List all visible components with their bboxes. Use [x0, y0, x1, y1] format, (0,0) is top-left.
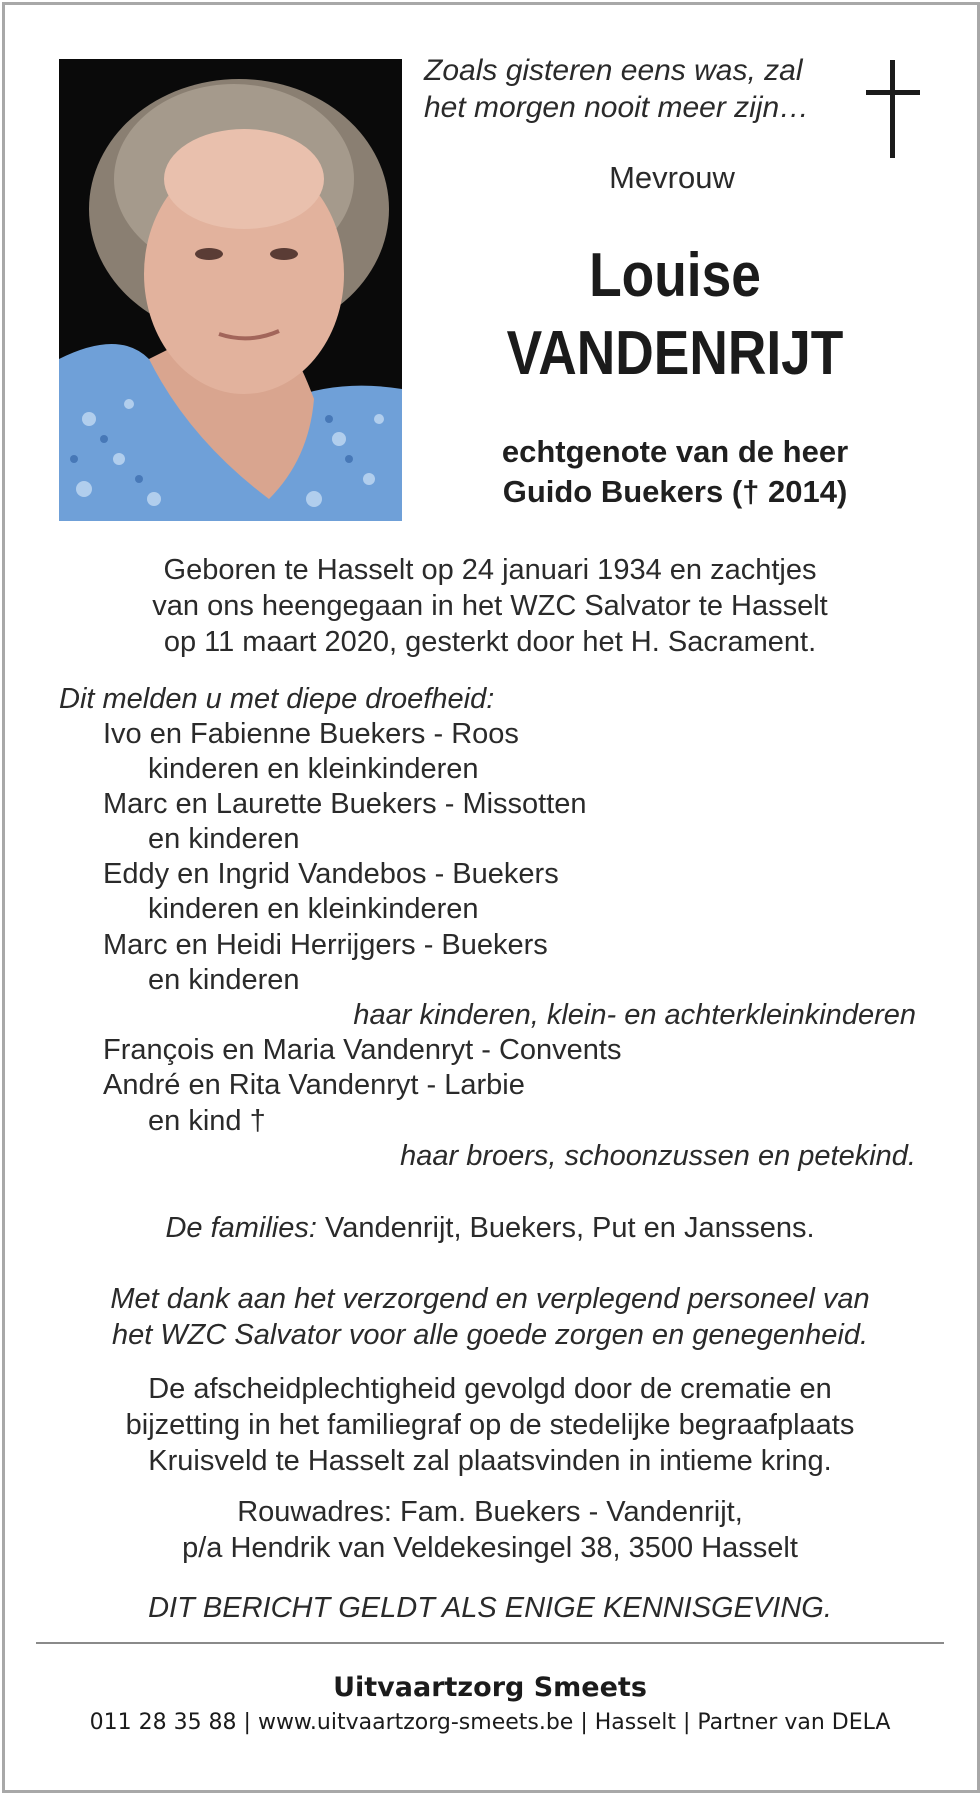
motto-quote: [424, 52, 844, 126]
text-line: p/a Hendrik van Veldekesingel 38, 3500 Hasselt: [182, 1532, 798, 1564]
mourner-sub: kinderen en kleinkinderen: [148, 753, 479, 785]
mourner-sub: en kinderen: [148, 964, 300, 996]
mourner-name: Eddy en Ingrid Vandebos - Buekers: [103, 858, 559, 890]
mourner-name: Ivo en Fabienne Buekers - Roos: [103, 718, 519, 750]
mourner-name: Marc en Laurette Buekers - Missotten: [103, 788, 587, 820]
families-line: [60, 1210, 920, 1246]
mourners-intro: Dit melden u met diepe droefheid:: [59, 683, 495, 715]
portrait-photo: [59, 59, 402, 521]
text-line: bijzetting in het familiegraf op de stedelijke begraafplaats: [125, 1409, 855, 1441]
text-line: van ons heengegaan in het WZC Salvator te Hasselt: [152, 590, 828, 622]
mourner-name: François en Maria Vandenryt - Convents: [103, 1034, 622, 1066]
mourner-name: André en Rita Vandenryt - Larbie: [103, 1069, 525, 1101]
spouse-line: echtgenote van de heer: [501, 434, 849, 469]
ceremony-text: [60, 1371, 920, 1479]
mourner-sub: en kinderen: [148, 823, 300, 855]
siblings-summary: haar broers, schoonzussen en petekind.: [400, 1140, 916, 1172]
deceased-title: Mevrouw: [609, 160, 735, 195]
motto-line: Zoals gisteren eens was, zal: [424, 54, 803, 87]
text-line: het WZC Salvator voor alle goede zorgen en genegenheid.: [111, 1319, 869, 1351]
footer-divider: [36, 1642, 944, 1644]
footer-contact: 011 28 35 88 | www.uitvaartzorg-smeets.be | Hasselt | Partner van DELA: [89, 1710, 891, 1735]
mourner-sub: en kind †: [148, 1105, 266, 1137]
notice-text: DIT BERICHT GELDT ALS ENIGE KENNISGEVING.: [148, 1592, 832, 1624]
thanks-text: [60, 1281, 920, 1353]
motto-line: het morgen nooit meer zijn…: [424, 91, 810, 124]
text-line: De afscheidplechtigheid gevolgd door de crematie en: [148, 1373, 832, 1405]
spouse-info: [440, 432, 910, 512]
address-text: [60, 1494, 920, 1566]
families-label: De families:: [165, 1212, 317, 1244]
mourner-name: Marc en Heidi Herrijgers - Buekers: [103, 929, 548, 961]
mourner-sub: kinderen en kleinkinderen: [148, 893, 479, 925]
birth-death-text: [60, 552, 920, 660]
footer-company: Uitvaartzorg Smeets: [333, 1672, 647, 1703]
deceased-first-name: Louise: [589, 241, 761, 310]
deceased-last-name: VANDENRIJT: [506, 319, 844, 388]
text-line: Kruisveld te Hasselt zal plaatsvinden in intieme kring.: [148, 1445, 832, 1477]
families-names: Vandenrijt, Buekers, Put en Janssens.: [316, 1212, 815, 1244]
cross-icon: [864, 60, 924, 160]
text-line: Met dank aan het verzorgend en verplegend personeel van: [110, 1283, 870, 1315]
text-line: Geboren te Hasselt op 24 januari 1934 en zachtjes: [163, 554, 817, 586]
children-summary: haar kinderen, klein- en achterkleinkinderen: [353, 999, 916, 1031]
text-line: Rouwadres: Fam. Buekers - Vandenrijt,: [237, 1496, 743, 1528]
spouse-line: Guido Buekers († 2014): [502, 474, 848, 509]
text-line: op 11 maart 2020, gesterkt door het H. Sacrament.: [163, 626, 817, 658]
